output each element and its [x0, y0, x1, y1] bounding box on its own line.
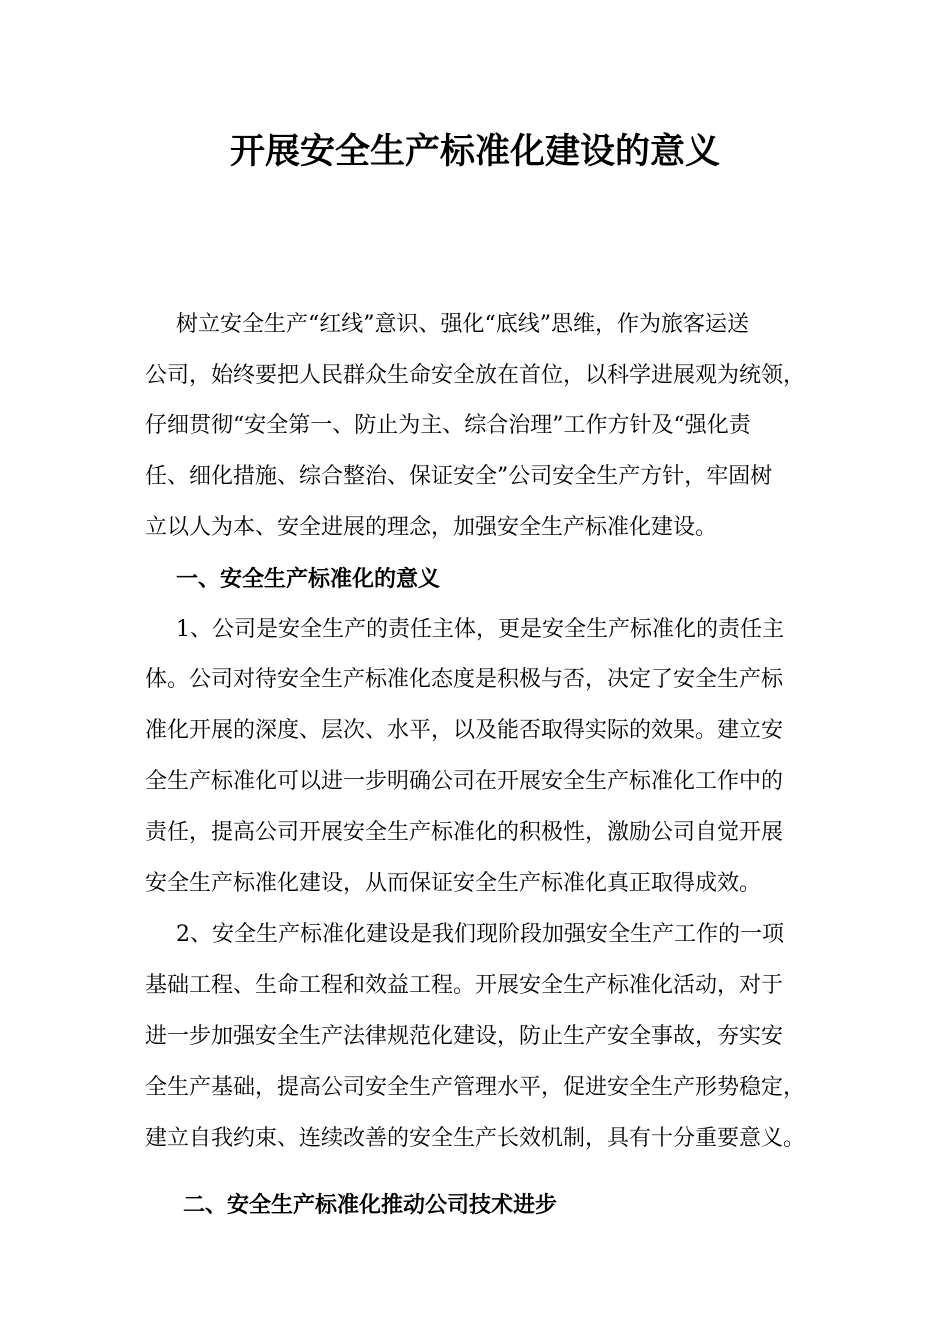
paragraph-1-line-1: 树立安全生产“红线”意识、强化“底线”思维，作为旅客运送	[176, 312, 749, 337]
section-heading-2: 二、安全生产标准化推动公司技术进步	[183, 1192, 558, 1218]
paragraph-2-line-1: 1、公司是安全生产的责任主体，更是安全生产标准化的责任主	[176, 617, 784, 642]
paragraph-3-line-1: 2、安全生产标准化建设是我们现阶段加强安全生产工作的一项	[176, 922, 784, 947]
paragraph-2-line-4: 全生产标准化可以进一步明确公司在开展安全生产标准化工作中的	[145, 769, 784, 794]
paragraph-2-line-5: 责任，提高公司开展安全生产标准化的积极性，激励公司自觉开展	[145, 820, 784, 845]
paragraph-3-line-5: 建立自我约束、连续改善的安全生产长效机制，具有十分重要意义。	[145, 1126, 806, 1151]
document-title: 开展安全生产标准化建设的意义	[229, 131, 720, 172]
paragraph-3-line-4: 全生产基础，提高公司安全生产管理水平，促进安全生产形势稳定，	[145, 1075, 806, 1100]
paragraph-2-line-6: 安全生产标准化建设，从而保证安全生产标准化真正取得成效。	[145, 871, 762, 896]
paragraph-3-line-3: 进一步加强安全生产法律规范化建设，防止生产安全事故，夯实安	[145, 1024, 784, 1049]
section-heading-1: 一、安全生产标准化的意义	[176, 566, 441, 592]
paragraph-2-line-3: 准化开展的深度、层次、水平，以及能否取得实际的效果。建立安	[145, 718, 784, 743]
paragraph-1-line-4: 任、细化措施、综合整治、保证安全”公司安全生产方针，牢固树	[145, 464, 773, 489]
paragraph-1-line-2: 公司，始终要把人民群众生命安全放在首位，以科学进展观为统领，	[145, 363, 806, 388]
paragraph-3-line-2: 基础工程、生命工程和效益工程。开展安全生产标准化活动，对于	[145, 973, 784, 998]
paragraph-2-line-2: 体。公司对待安全生产标准化态度是积极与否，决定了安全生产标	[145, 667, 784, 692]
paragraph-1-line-3: 仔细贯彻“安全第一、防止为主、综合治理”工作方针及“强化责	[145, 413, 751, 438]
paragraph-1-line-5: 立以人为本、安全进展的理念，加强安全生产标准化建设。	[145, 515, 718, 540]
